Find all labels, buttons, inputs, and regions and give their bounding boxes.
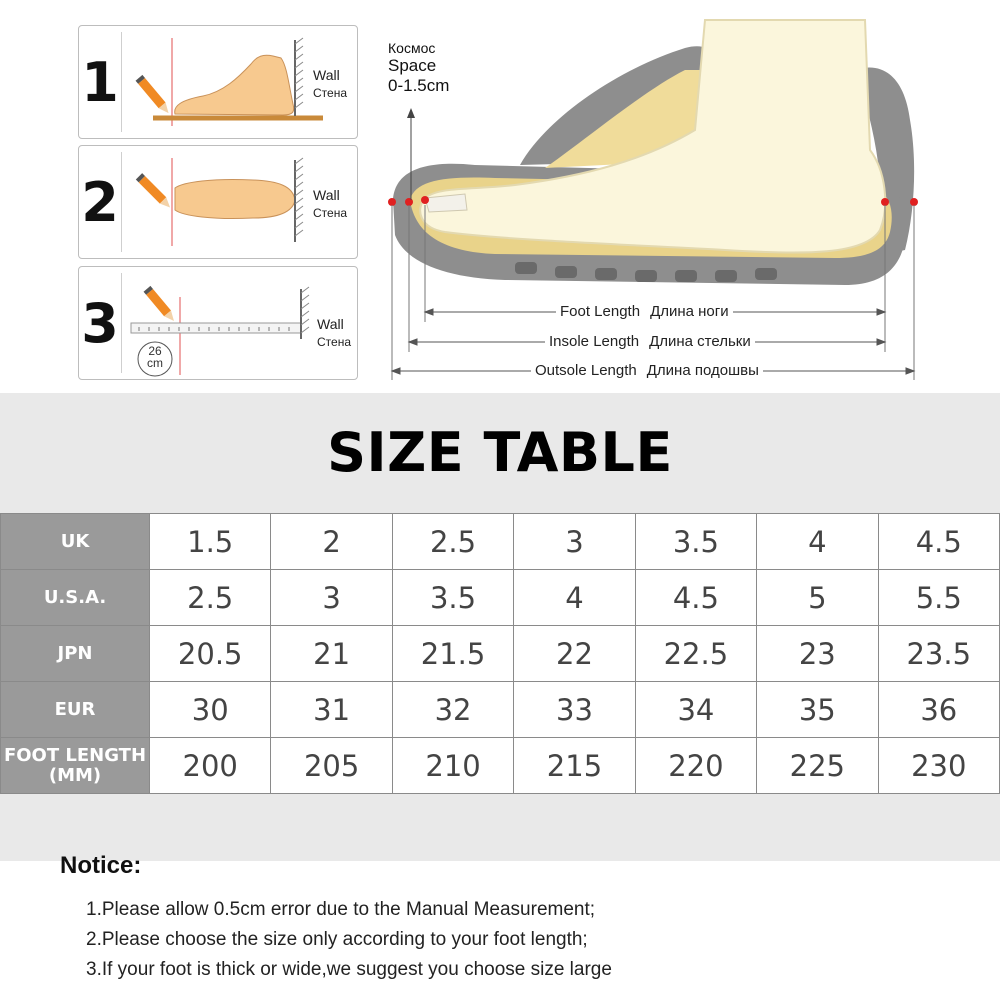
row-header-foot-length: [1, 738, 150, 794]
wall-label-ru: Стена: [317, 335, 352, 349]
table-cell: 5.5: [878, 570, 999, 626]
table-cell: 4: [757, 514, 878, 570]
table-cell: 1.5: [150, 514, 271, 570]
table-cell: 215: [514, 738, 635, 794]
table-row: [1, 682, 1000, 738]
notice-line-1: 1.Please allow 0.5cm error due to the Manual Measurement;: [86, 899, 596, 920]
table-cell: 210: [392, 738, 513, 794]
row-header-foot-length-label: FOOT LENGTH: [3, 744, 147, 766]
table-row: [1, 738, 1000, 794]
foot-length-label: [556, 303, 733, 320]
space-label-ru: Космос: [388, 40, 436, 56]
row-header-uk: UK: [1, 514, 150, 570]
heel-marker: [881, 198, 889, 206]
table-cell: 3.5: [392, 570, 513, 626]
outsole-front-marker: [388, 198, 396, 206]
table-cell: 2.5: [150, 570, 271, 626]
table-cell: 22: [514, 626, 635, 682]
row-header-eur: EUR: [1, 682, 150, 738]
foot-length-en: Foot Length: [560, 303, 641, 320]
table-cell: 33: [514, 682, 635, 738]
table-cell: 21: [271, 626, 392, 682]
table-row: [1, 626, 1000, 682]
size-table-title: SIZE TABLE: [327, 421, 673, 484]
wall-label-ru: Стена: [313, 206, 348, 220]
table-cell: 34: [635, 682, 756, 738]
table-cell: 22.5: [635, 626, 756, 682]
row-header-foot-length-unit: (MM): [48, 764, 102, 786]
insole-length-label: [545, 333, 755, 350]
pencil-icon: [144, 286, 178, 324]
table-cell: 200: [150, 738, 271, 794]
outsole-length-en: Outsole Length: [535, 362, 637, 379]
table-cell: 230: [878, 738, 999, 794]
step-3-panel: [78, 266, 358, 380]
table-cell: 36: [878, 682, 999, 738]
table-row: [1, 514, 1000, 570]
outsole-back-marker: [910, 198, 918, 206]
step-number: 3: [81, 291, 119, 355]
foot-length-ru: Длина ноги: [650, 303, 729, 320]
insole-length-en: Insole Length: [549, 333, 640, 350]
divider: [121, 32, 122, 132]
pencil-icon: [136, 75, 172, 116]
table-cell: 205: [271, 738, 392, 794]
step-2-panel: [78, 145, 358, 259]
table-row: [1, 570, 1000, 626]
wall-label: [313, 186, 347, 222]
table-cell: 30: [150, 682, 271, 738]
wall-label: [313, 66, 347, 102]
insole-length-ru: Длина стельки: [649, 333, 751, 350]
outsole-length-ru: Длина подошвы: [646, 362, 759, 379]
step-number: 2: [81, 170, 119, 234]
table-cell: 32: [392, 682, 513, 738]
divider: [121, 273, 122, 373]
step-1-panel: [78, 25, 358, 139]
table-cell: 31: [271, 682, 392, 738]
wall-label-en: Wall: [313, 187, 340, 203]
notice-line-2: 2.Please choose the size only according to your foot length;: [86, 929, 588, 950]
table-cell: 5: [757, 570, 878, 626]
table-cell: 4.5: [635, 570, 756, 626]
measure-readout: [137, 345, 173, 369]
divider: [121, 152, 122, 252]
table-cell: 20.5: [150, 626, 271, 682]
notice-title: Notice:: [60, 852, 142, 879]
table-cell: 35: [757, 682, 878, 738]
wall-label: [317, 315, 351, 351]
space-unit: cm: [426, 76, 450, 95]
table-cell: 220: [635, 738, 756, 794]
wall-label-en: Wall: [317, 316, 344, 332]
row-header-jpn: JPN: [1, 626, 150, 682]
toe-marker: [421, 196, 429, 204]
insole-front-marker: [405, 198, 413, 206]
table-cell: 23.5: [878, 626, 999, 682]
table-cell: 23: [757, 626, 878, 682]
table-cell: 3: [271, 570, 392, 626]
table-cell: 2: [271, 514, 392, 570]
space-label-en: Space: [388, 56, 437, 75]
space-range: 0-1.5: [388, 76, 427, 95]
table-cell: 2.5: [392, 514, 513, 570]
table-cell: 3.5: [635, 514, 756, 570]
outsole-length-label: [531, 362, 763, 379]
wall-label-en: Wall: [313, 67, 340, 83]
size-table: [0, 513, 1000, 794]
table-cell: 4.5: [878, 514, 999, 570]
row-header-usa: U.S.A.: [1, 570, 150, 626]
measure-unit: cm: [147, 356, 163, 370]
pencil-icon: [136, 173, 173, 210]
wall-label-ru: Стена: [313, 86, 348, 100]
space-label: [388, 40, 449, 96]
notice-line-3: 3.If your foot is thick or wide,we suggest you choose size large: [86, 959, 612, 980]
table-cell: 4: [514, 570, 635, 626]
measure-value: 26: [148, 344, 162, 358]
space-value: [388, 76, 449, 96]
table-cell: 21.5: [392, 626, 513, 682]
step-number: 1: [81, 50, 119, 114]
table-cell: 3: [514, 514, 635, 570]
table-cell: 225: [757, 738, 878, 794]
shoe-length-diagram: [385, 0, 945, 390]
